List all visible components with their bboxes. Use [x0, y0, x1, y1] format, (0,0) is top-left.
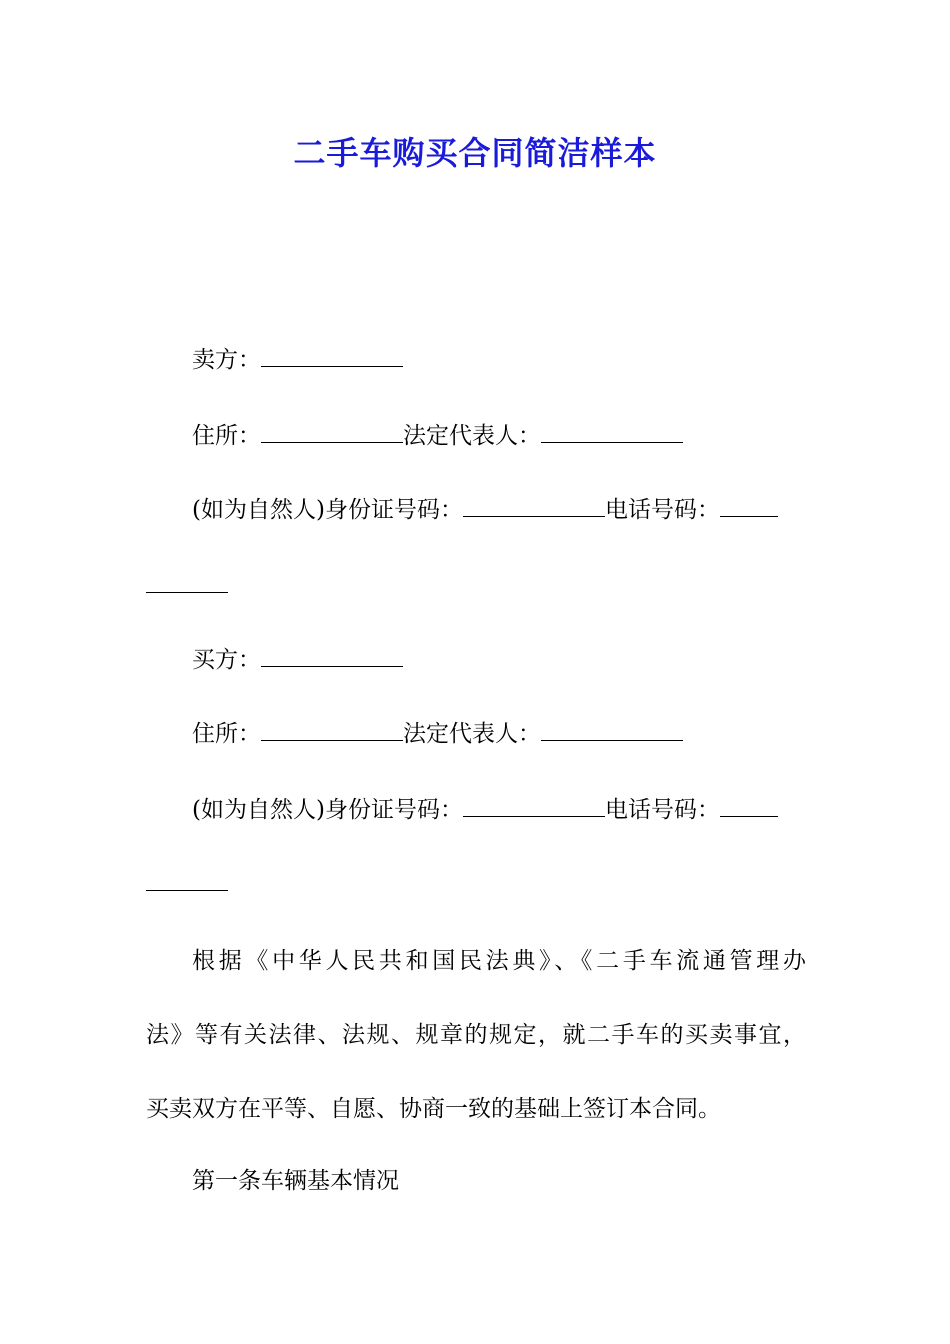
seller-address-blank[interactable]: [261, 420, 403, 443]
seller-name-label: 卖方：: [192, 347, 261, 373]
buyer-phone-blank-tail[interactable]: [146, 868, 228, 891]
preamble-line-3: 买卖双方在平等、自愿、协商一致的基础上签订本合同。: [146, 1096, 721, 1122]
buyer-legal-rep-label: 法定代表人：: [403, 721, 541, 747]
seller-id-line: [192, 494, 778, 525]
seller-phone-blank[interactable]: [720, 494, 778, 517]
seller-address-label: 住所：: [192, 423, 261, 449]
document-title: 二手车购买合同简洁样本: [293, 134, 657, 172]
buyer-name-line: [192, 644, 403, 675]
buyer-id-line: [192, 794, 778, 825]
buyer-legal-rep-blank[interactable]: [541, 718, 683, 741]
buyer-address-label: 住所：: [192, 721, 261, 747]
seller-legal-rep-blank[interactable]: [541, 420, 683, 443]
preamble-line-2: 法》等有关法律、法规、规章的规定，就二手车的买卖事宜，: [146, 1022, 806, 1048]
seller-phone-blank-tail[interactable]: [146, 570, 228, 593]
buyer-phone-label: 电话号码：: [604, 797, 720, 823]
seller-address-line: [192, 420, 683, 451]
buyer-id-blank[interactable]: [463, 794, 605, 817]
seller-id-blank[interactable]: [463, 494, 605, 517]
buyer-name-label: 买方：: [192, 647, 261, 673]
preamble-paragraph: [146, 942, 806, 1122]
buyer-id-label: (如为自然人)身份证号码：: [192, 797, 463, 823]
seller-phone-label: 电话号码：: [604, 497, 720, 523]
buyer-address-blank[interactable]: [261, 718, 403, 741]
buyer-phone-blank[interactable]: [720, 794, 778, 817]
preamble-line-1: 根据《中华人民共和国民法典》、《二手车流通管理办: [192, 948, 806, 974]
seller-legal-rep-label: 法定代表人：: [403, 423, 541, 449]
article-1-heading: 第一条车辆基本情况: [192, 1168, 399, 1194]
buyer-address-line: [192, 718, 683, 749]
buyer-phone-continuation: [146, 868, 228, 899]
seller-phone-continuation: [146, 570, 228, 601]
seller-name-line: [192, 344, 403, 375]
seller-id-label: (如为自然人)身份证号码：: [192, 497, 463, 523]
seller-name-blank[interactable]: [261, 344, 403, 367]
buyer-name-blank[interactable]: [261, 644, 403, 667]
